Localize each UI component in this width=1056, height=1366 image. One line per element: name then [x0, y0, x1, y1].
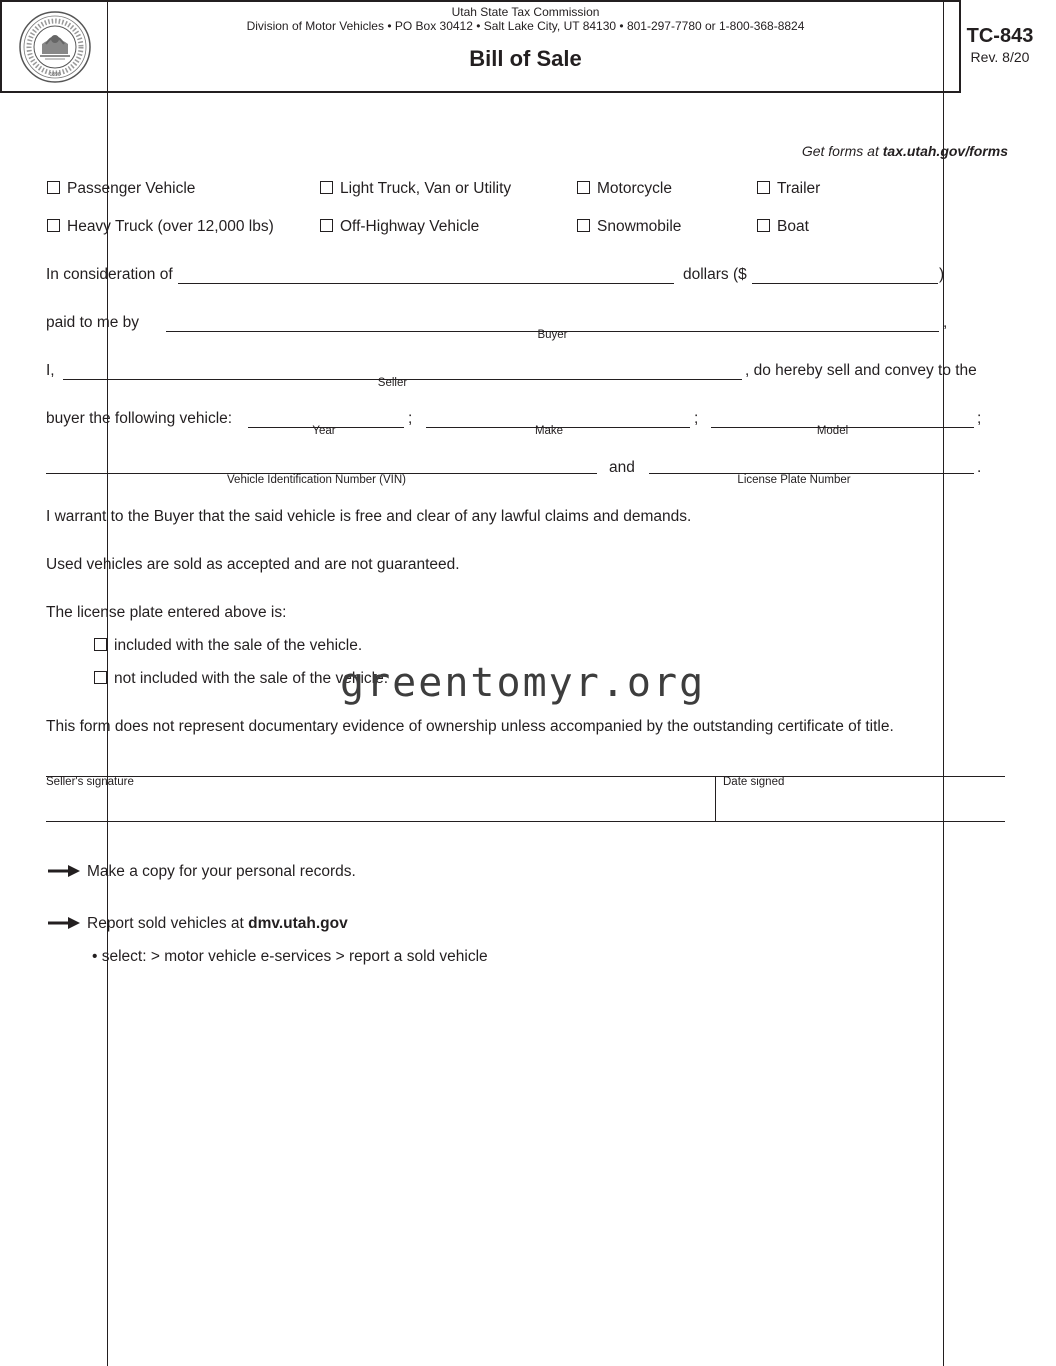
seller-signature-field[interactable]	[46, 777, 715, 821]
checkbox-box[interactable]	[577, 219, 590, 232]
year-semicolon: ;	[408, 410, 413, 427]
copy-instruction: Make a copy for your personal records.	[87, 863, 356, 880]
year-caption: Year	[312, 425, 336, 437]
form-revision: Rev. 8/20	[970, 49, 1030, 65]
utah-state-seal-icon	[18, 10, 92, 84]
signature-bottom-rule	[46, 821, 1005, 822]
checkbox-box[interactable]	[320, 181, 333, 194]
watermark: greentomyr.org	[340, 660, 706, 706]
plate-intro: The license plate entered above is:	[46, 604, 287, 621]
report-instruction: Report sold vehicles at dmv.utah.gov	[87, 915, 348, 932]
dmv-link[interactable]: dmv.utah.gov	[248, 915, 348, 932]
checkbox-box[interactable]	[47, 219, 60, 232]
buyer-comma: ,	[943, 314, 948, 331]
get-forms-link[interactable]: tax.utah.gov/forms	[882, 143, 1008, 159]
plate-period: .	[977, 459, 982, 476]
checkbox-off-highway[interactable]: Off-Highway Vehicle	[320, 218, 479, 236]
checkbox-box[interactable]	[47, 181, 60, 194]
page-title: Bill of Sale	[469, 46, 582, 71]
consideration-words-field[interactable]	[178, 283, 674, 284]
model-semicolon: ;	[977, 410, 982, 427]
form-header	[0, 0, 1034, 93]
checkbox-plate-not-included[interactable]: not included with the sale of the vehicle.	[94, 670, 388, 688]
paid-by-label: paid to me by	[46, 314, 140, 331]
checkbox-plate-included[interactable]: included with the sale of the vehicle.	[94, 637, 362, 655]
date-signed-label: Date signed	[723, 776, 785, 788]
seal-cell	[0, 0, 108, 1366]
warrant-statement: I warrant to the Buyer that the said vehicle is free and clear of any lawful claims and demands.	[46, 508, 692, 525]
dollars-label: dollars ($	[683, 266, 747, 283]
vehicle-label: buyer the following vehicle:	[46, 410, 233, 427]
svg-text:1896: 1896	[49, 72, 61, 78]
checkbox-box[interactable]	[577, 181, 590, 194]
plate-caption: License Plate Number	[737, 474, 851, 486]
checkbox-box[interactable]	[94, 671, 107, 684]
checkbox-heavy-truck[interactable]: Heavy Truck (over 12,000 lbs)	[47, 218, 274, 236]
vin-caption: Vehicle Identification Number (VIN)	[227, 474, 406, 486]
agency-name: Utah State Tax Commission	[451, 5, 600, 19]
checkbox-trailer[interactable]: Trailer	[757, 180, 820, 198]
form-number-cell	[943, 0, 1056, 1366]
checkbox-box[interactable]	[757, 219, 770, 232]
title-notice: This form does not represent documentary evidence of ownership unless accompanied by the outstanding certificate of title.	[46, 718, 894, 735]
seller-suffix: , do hereby sell and convey to the	[745, 362, 977, 379]
seller-signature-label: Seller's signature	[46, 776, 134, 788]
arrow-right-icon	[48, 917, 80, 929]
agency-contact: Division of Motor Vehicles • PO Box 30412 • Salt Lake City, UT 84130 • 801-297-7780 or 1-800-368-8824	[246, 19, 805, 33]
get-forms-note: Get forms at tax.utah.gov/forms	[801, 143, 1008, 159]
checkbox-motorcycle[interactable]: Motorcycle	[577, 180, 672, 198]
make-caption: Make	[534, 425, 564, 437]
and-label: and	[609, 459, 635, 476]
report-steps: • select: > motor vehicle e-services > report a sold vehicle	[92, 948, 488, 965]
checkbox-light-truck[interactable]: Light Truck, Van or Utility	[320, 180, 511, 198]
make-semicolon: ;	[694, 410, 699, 427]
checkbox-boat[interactable]: Boat	[757, 218, 809, 236]
dollars-close-paren: )	[939, 266, 945, 283]
checkbox-box[interactable]	[94, 638, 107, 651]
form-number: TC-843	[966, 25, 1034, 47]
seller-prefix: I,	[46, 362, 55, 379]
seller-caption: Seller	[377, 377, 408, 389]
checkbox-snowmobile[interactable]: Snowmobile	[577, 218, 681, 236]
checkbox-box[interactable]	[320, 219, 333, 232]
checkbox-passenger-vehicle[interactable]: Passenger Vehicle	[47, 180, 195, 198]
arrow-right-icon	[48, 865, 80, 877]
consideration-amount-field[interactable]	[752, 283, 938, 284]
model-caption: Model	[816, 425, 849, 437]
consideration-label: In consideration of	[46, 266, 173, 283]
used-vehicle-statement: Used vehicles are sold as accepted and are not guaranteed.	[46, 556, 460, 573]
checkbox-box[interactable]	[757, 181, 770, 194]
buyer-caption: Buyer	[537, 329, 568, 341]
